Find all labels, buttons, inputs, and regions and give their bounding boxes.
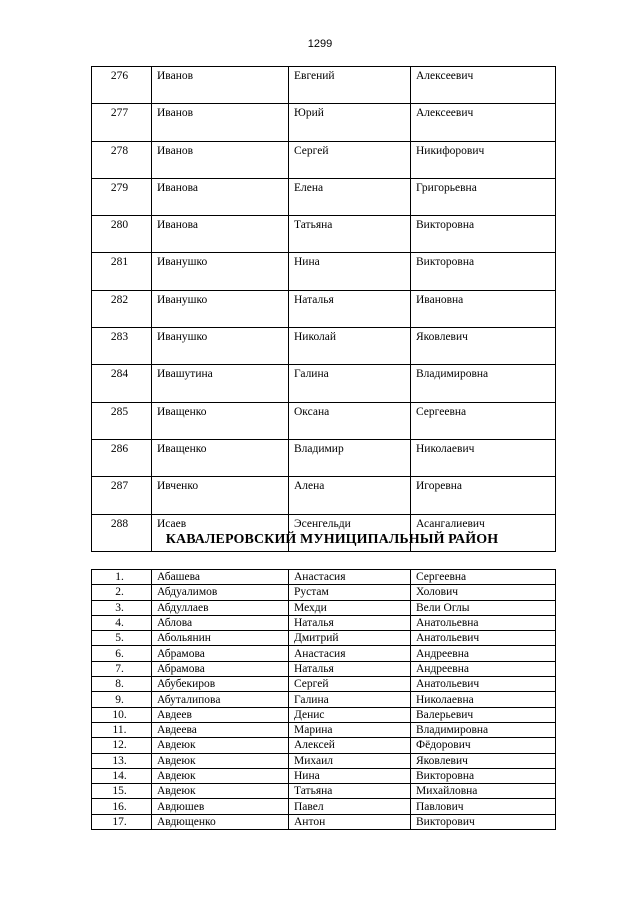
page-number: 1299 bbox=[307, 38, 333, 50]
row-number-cell: 8. bbox=[92, 677, 152, 692]
patronymic-cell: Анатольевич bbox=[411, 677, 556, 692]
patronymic-cell: Анатольевна bbox=[411, 615, 556, 630]
first-name-cell: Наталья bbox=[289, 661, 411, 676]
surname-cell: Авдющенко bbox=[152, 814, 289, 829]
surname-cell: Иванова bbox=[152, 178, 289, 215]
first-name-cell: Денис bbox=[289, 707, 411, 722]
first-name-cell: Мехди bbox=[289, 600, 411, 615]
patronymic-cell: Владимировна bbox=[411, 722, 556, 737]
patronymic-cell: Викторович bbox=[411, 814, 556, 829]
patronymic-cell: Владимировна bbox=[411, 365, 556, 402]
table-row bbox=[92, 600, 556, 615]
patronymic-cell: Михайловна bbox=[411, 784, 556, 799]
patronymic-cell: Алексеевич bbox=[411, 104, 556, 141]
patronymic-cell: Асангалиевич bbox=[411, 514, 556, 551]
patronymic-cell: Андреевна bbox=[411, 661, 556, 676]
patronymic-cell: Анатольевич bbox=[411, 631, 556, 646]
table-row bbox=[92, 661, 556, 676]
surname-cell: Иванушко bbox=[152, 328, 289, 365]
first-name-cell: Дмитрий bbox=[289, 631, 411, 646]
first-name-cell: Галина bbox=[289, 692, 411, 707]
table-row bbox=[92, 141, 556, 178]
first-name-cell: Нина bbox=[289, 253, 411, 290]
table-row bbox=[92, 753, 556, 768]
first-name-cell: Владимир bbox=[289, 439, 411, 476]
patronymic-cell: Николаевна bbox=[411, 692, 556, 707]
row-number-cell: 14. bbox=[92, 768, 152, 783]
row-number-cell: 3. bbox=[92, 600, 152, 615]
table-row bbox=[92, 768, 556, 783]
table-row bbox=[92, 402, 556, 439]
row-number-cell: 16. bbox=[92, 799, 152, 814]
patronymic-cell: Сергеевна bbox=[411, 570, 556, 585]
patronymic-cell: Викторовна bbox=[411, 216, 556, 253]
table-row bbox=[92, 615, 556, 630]
first-name-cell: Алексей bbox=[289, 738, 411, 753]
surname-cell: Абольянин bbox=[152, 631, 289, 646]
row-number-cell: 17. bbox=[92, 814, 152, 829]
row-number-cell: 287 bbox=[92, 477, 152, 514]
patronymic-cell: Ивановна bbox=[411, 290, 556, 327]
first-name-cell: Нина bbox=[289, 768, 411, 783]
table-row bbox=[92, 67, 556, 104]
row-number-cell: 12. bbox=[92, 738, 152, 753]
first-name-cell: Наталья bbox=[289, 290, 411, 327]
first-name-cell: Михаил bbox=[289, 753, 411, 768]
row-number-cell: 284 bbox=[92, 365, 152, 402]
table-row bbox=[92, 646, 556, 661]
first-name-cell: Татьяна bbox=[289, 216, 411, 253]
surname-cell: Иванов bbox=[152, 67, 289, 104]
surname-cell: Иванушко bbox=[152, 253, 289, 290]
surname-cell: Абрамова bbox=[152, 646, 289, 661]
patronymic-cell: Вели Оглы bbox=[411, 600, 556, 615]
first-name-cell: Николай bbox=[289, 328, 411, 365]
first-name-cell: Оксана bbox=[289, 402, 411, 439]
row-number-cell: 280 bbox=[92, 216, 152, 253]
table-row bbox=[92, 253, 556, 290]
patronymic-cell: Фёдорович bbox=[411, 738, 556, 753]
patronymic-cell: Никифорович bbox=[411, 141, 556, 178]
first-name-cell: Елена bbox=[289, 178, 411, 215]
surname-cell: Абубекиров bbox=[152, 677, 289, 692]
row-number-cell: 279 bbox=[92, 178, 152, 215]
table-row bbox=[92, 570, 556, 585]
row-number-cell: 278 bbox=[92, 141, 152, 178]
surname-cell: Авдеюк bbox=[152, 738, 289, 753]
patronymic-cell: Холович bbox=[411, 585, 556, 600]
surname-cell: Авдеев bbox=[152, 707, 289, 722]
patronymic-cell: Андреевна bbox=[411, 646, 556, 661]
patronymic-cell: Николаевич bbox=[411, 439, 556, 476]
row-number-cell: 276 bbox=[92, 67, 152, 104]
patronymic-cell: Яковлевич bbox=[411, 328, 556, 365]
surname-cell: Иващенко bbox=[152, 439, 289, 476]
table-row bbox=[92, 677, 556, 692]
surname-cell: Авдеюк bbox=[152, 784, 289, 799]
first-name-cell: Анастасия bbox=[289, 570, 411, 585]
table-row bbox=[92, 477, 556, 514]
surname-cell: Абашева bbox=[152, 570, 289, 585]
surname-cell: Иванушко bbox=[152, 290, 289, 327]
row-number-cell: 9. bbox=[92, 692, 152, 707]
table-row bbox=[92, 290, 556, 327]
row-number-cell: 277 bbox=[92, 104, 152, 141]
row-number-cell: 288 bbox=[92, 514, 152, 551]
row-number-cell: 286 bbox=[92, 439, 152, 476]
first-name-cell: Юрий bbox=[289, 104, 411, 141]
row-number-cell: 7. bbox=[92, 661, 152, 676]
first-name-cell: Марина bbox=[289, 722, 411, 737]
surname-cell: Исаев bbox=[152, 514, 289, 551]
first-name-cell: Сергей bbox=[289, 141, 411, 178]
table-row bbox=[92, 784, 556, 799]
surname-cell: Авдеева bbox=[152, 722, 289, 737]
row-number-cell: 15. bbox=[92, 784, 152, 799]
row-number-cell: 285 bbox=[92, 402, 152, 439]
table-row bbox=[92, 707, 556, 722]
table-row bbox=[92, 216, 556, 253]
surname-cell: Иванова bbox=[152, 216, 289, 253]
table-row bbox=[92, 178, 556, 215]
table-row bbox=[92, 365, 556, 402]
first-name-cell: Эсенгельди bbox=[289, 514, 411, 551]
names-table-kavalerovsky bbox=[91, 569, 556, 830]
first-name-cell: Рустам bbox=[289, 585, 411, 600]
table-row bbox=[92, 738, 556, 753]
row-number-cell: 11. bbox=[92, 722, 152, 737]
patronymic-cell: Алексеевич bbox=[411, 67, 556, 104]
first-name-cell: Евгений bbox=[289, 67, 411, 104]
first-name-cell: Алена bbox=[289, 477, 411, 514]
table-row bbox=[92, 585, 556, 600]
patronymic-cell: Сергеевна bbox=[411, 402, 556, 439]
row-number-cell: 1. bbox=[92, 570, 152, 585]
table-row bbox=[92, 814, 556, 829]
patronymic-cell: Викторовна bbox=[411, 253, 556, 290]
surname-cell: Авдеюк bbox=[152, 768, 289, 783]
surname-cell: Аблова bbox=[152, 615, 289, 630]
surname-cell: Иванов bbox=[152, 141, 289, 178]
surname-cell: Авдюшев bbox=[152, 799, 289, 814]
table-row bbox=[92, 328, 556, 365]
row-number-cell: 6. bbox=[92, 646, 152, 661]
first-name-cell: Сергей bbox=[289, 677, 411, 692]
patronymic-cell: Павлович bbox=[411, 799, 556, 814]
patronymic-cell: Валерьевич bbox=[411, 707, 556, 722]
first-name-cell: Татьяна bbox=[289, 784, 411, 799]
first-name-cell: Наталья bbox=[289, 615, 411, 630]
table-row bbox=[92, 104, 556, 141]
surname-cell: Иващенко bbox=[152, 402, 289, 439]
surname-cell: Ивашутина bbox=[152, 365, 289, 402]
section-heading: КАВАЛЕРОВСКИЙ МУНИЦИПАЛЬНЫЙ РАЙОН bbox=[165, 532, 499, 547]
patronymic-cell: Яковлевич bbox=[411, 753, 556, 768]
row-number-cell: 283 bbox=[92, 328, 152, 365]
surname-cell: Абдуллаев bbox=[152, 600, 289, 615]
patronymic-cell: Викторовна bbox=[411, 768, 556, 783]
surname-cell: Абуталипова bbox=[152, 692, 289, 707]
table-row bbox=[92, 631, 556, 646]
surname-cell: Авдеюк bbox=[152, 753, 289, 768]
row-number-cell: 281 bbox=[92, 253, 152, 290]
patronymic-cell: Игоревна bbox=[411, 477, 556, 514]
table-row bbox=[92, 799, 556, 814]
first-name-cell: Галина bbox=[289, 365, 411, 402]
first-name-cell: Анастасия bbox=[289, 646, 411, 661]
table-row bbox=[92, 722, 556, 737]
row-number-cell: 2. bbox=[92, 585, 152, 600]
names-table-continued bbox=[91, 66, 556, 552]
row-number-cell: 5. bbox=[92, 631, 152, 646]
surname-cell: Иванов bbox=[152, 104, 289, 141]
first-name-cell: Антон bbox=[289, 814, 411, 829]
patronymic-cell: Григорьевна bbox=[411, 178, 556, 215]
row-number-cell: 282 bbox=[92, 290, 152, 327]
surname-cell: Ивченко bbox=[152, 477, 289, 514]
surname-cell: Абрамова bbox=[152, 661, 289, 676]
table-row bbox=[92, 439, 556, 476]
row-number-cell: 4. bbox=[92, 615, 152, 630]
table-row bbox=[92, 692, 556, 707]
row-number-cell: 13. bbox=[92, 753, 152, 768]
row-number-cell: 10. bbox=[92, 707, 152, 722]
surname-cell: Абдуалимов bbox=[152, 585, 289, 600]
first-name-cell: Павел bbox=[289, 799, 411, 814]
